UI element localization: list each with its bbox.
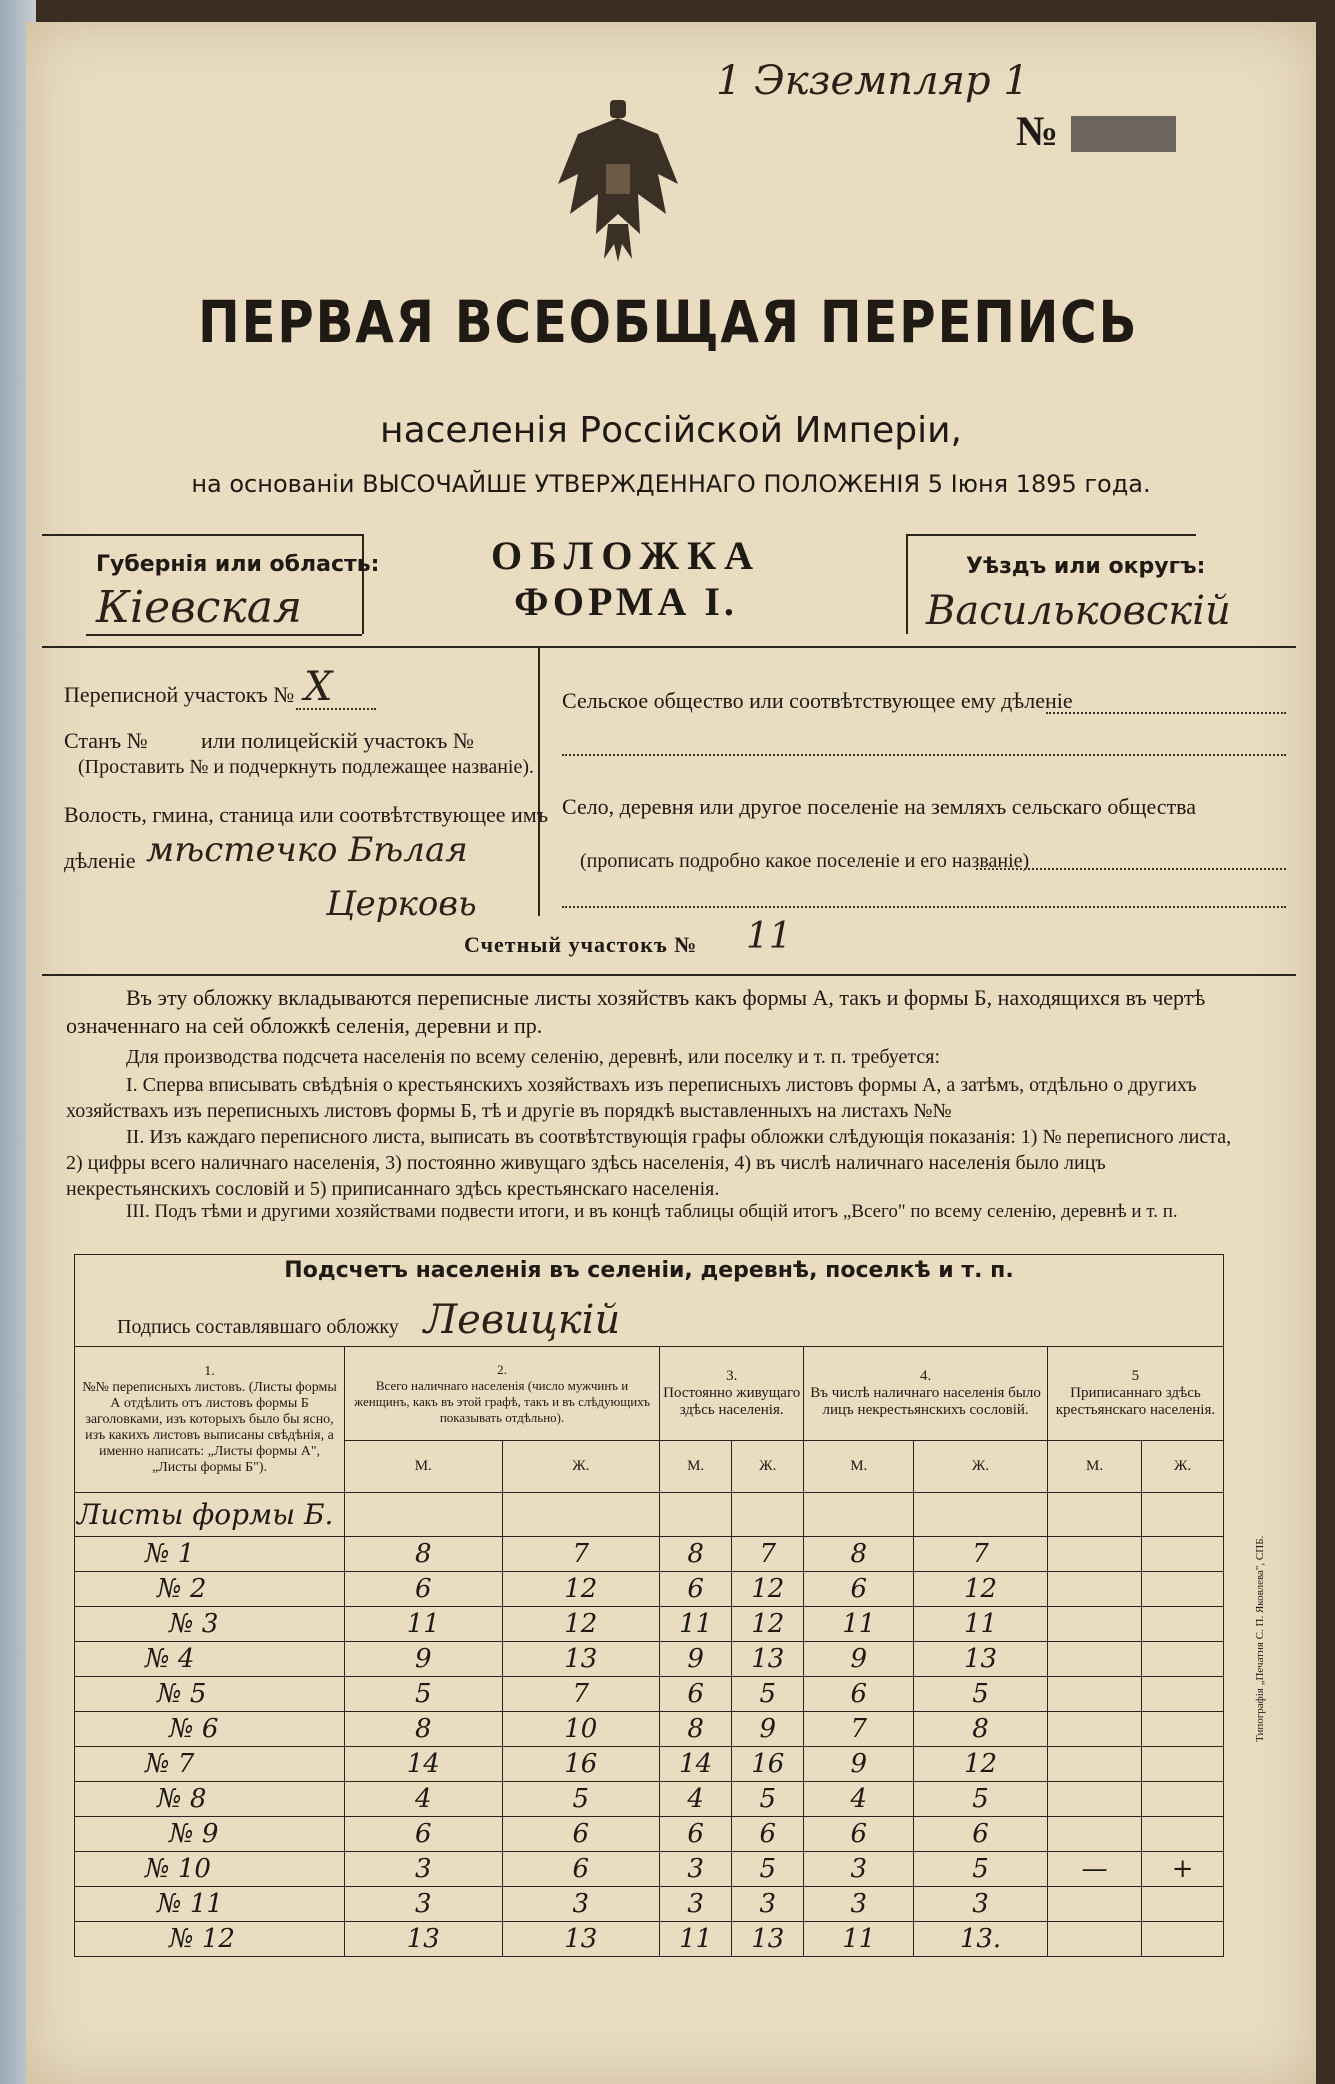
signature: Левицкій bbox=[423, 1297, 621, 1343]
count-cell: 9 bbox=[804, 1642, 914, 1677]
count-cell: 11 bbox=[660, 1607, 732, 1642]
count-cell: 12 bbox=[732, 1607, 804, 1642]
count-cell: 3 bbox=[345, 1887, 503, 1922]
count-cell: 13 bbox=[345, 1922, 503, 1957]
table-title: Подсчетъ населенія въ селеніи, деревнѣ, поселкѣ и т. п. bbox=[284, 1258, 1014, 1283]
sheet-number: № 4 bbox=[75, 1642, 345, 1677]
count-cell: 16 bbox=[502, 1747, 660, 1782]
count-cell: 6 bbox=[914, 1817, 1048, 1852]
col3-number: 3. bbox=[726, 1368, 738, 1384]
sheet-number: № 5 bbox=[75, 1677, 345, 1712]
count-cell: 6 bbox=[804, 1572, 914, 1607]
sheet-number: № 8 bbox=[75, 1782, 345, 1817]
count-cell: 11 bbox=[804, 1607, 914, 1642]
count-cell: 7 bbox=[804, 1712, 914, 1747]
count-cell: 3 bbox=[804, 1887, 914, 1922]
count-cell bbox=[1142, 1747, 1224, 1782]
count-cell bbox=[1047, 1712, 1141, 1747]
census-form-sheet bbox=[26, 22, 1316, 2084]
table-row bbox=[75, 1922, 1224, 1957]
count-cell: 6 bbox=[660, 1817, 732, 1852]
count-cell: 3 bbox=[502, 1887, 660, 1922]
division-label: дѣленіе bbox=[64, 848, 136, 873]
division-value-1: мѣстечко Бѣлая bbox=[146, 830, 468, 870]
count-cell: 4 bbox=[804, 1782, 914, 1817]
count-cell: 6 bbox=[660, 1572, 732, 1607]
count-cell: 9 bbox=[660, 1642, 732, 1677]
count-cell: 13. bbox=[914, 1922, 1048, 1957]
instruction-5: III. Подъ тѣми и другими хозяйствами подвести итоги, и въ концѣ таблицы общій итогъ „Всего" по всему селенію, деревнѣ и т. п. bbox=[126, 1201, 1178, 1222]
count-cell: 3 bbox=[914, 1887, 1048, 1922]
count-cell: 4 bbox=[345, 1782, 503, 1817]
count-cell: 3 bbox=[345, 1852, 503, 1887]
count-cell: 8 bbox=[804, 1537, 914, 1572]
count-cell: 9 bbox=[732, 1712, 804, 1747]
count-cell bbox=[1142, 1922, 1224, 1957]
table-row bbox=[75, 1572, 1224, 1607]
count-cell bbox=[1142, 1642, 1224, 1677]
table-row bbox=[75, 1817, 1224, 1852]
count-cell bbox=[1142, 1607, 1224, 1642]
count-cell: 6 bbox=[660, 1677, 732, 1712]
table-row bbox=[75, 1887, 1224, 1922]
count-cell bbox=[1142, 1782, 1224, 1817]
stan-note: (Проставить № и подчеркнуть подлежащее названіе). bbox=[78, 756, 534, 778]
count-cell: 6 bbox=[502, 1852, 660, 1887]
count-cell: — bbox=[1047, 1852, 1141, 1887]
col3-m: М. bbox=[660, 1441, 732, 1493]
sheet-number: № 9 bbox=[75, 1817, 345, 1852]
col1-number: 1. bbox=[204, 1363, 215, 1379]
col2-number: 2. bbox=[497, 1361, 507, 1377]
count-cell: 14 bbox=[345, 1747, 503, 1782]
count-cell: 3 bbox=[660, 1887, 732, 1922]
count-cell: 7 bbox=[502, 1537, 660, 1572]
sheet-number: № 10 bbox=[75, 1852, 345, 1887]
col5-number: 5 bbox=[1131, 1368, 1140, 1384]
table-row bbox=[75, 1712, 1224, 1747]
volost-label: Волость, гмина, станица или соотвѣтствующее имъ bbox=[64, 802, 549, 827]
count-cell: 3 bbox=[732, 1887, 804, 1922]
count-cell: 8 bbox=[660, 1537, 732, 1572]
division-value-2: Церковь bbox=[326, 884, 477, 924]
counting-area-value: 11 bbox=[746, 916, 792, 957]
district-label: Уѣздъ или округъ: bbox=[966, 554, 1206, 579]
census-area-label: Переписной участокъ № bbox=[64, 682, 295, 707]
count-cell: 12 bbox=[914, 1572, 1048, 1607]
cover-title: ОБЛОЖКА bbox=[491, 533, 761, 578]
count-cell: 5 bbox=[345, 1677, 503, 1712]
count-cell bbox=[1142, 1537, 1224, 1572]
sheet-number: № 7 bbox=[75, 1747, 345, 1782]
col4-zh: Ж. bbox=[914, 1441, 1048, 1493]
count-cell: 13 bbox=[914, 1642, 1048, 1677]
instruction-2: Для производства подсчета населенія по всему селенію, деревнѣ, или поселку и т. п. требуется: bbox=[126, 1046, 941, 1068]
count-cell: 8 bbox=[345, 1712, 503, 1747]
province-label: Губернія или область: bbox=[96, 552, 380, 577]
count-cell: 6 bbox=[804, 1677, 914, 1712]
form-title: ФОРМА I. bbox=[514, 579, 738, 624]
basis-line: на основаніи ВЫСОЧАЙШЕ УТВЕРЖДЕННАГО ПОЛОЖЕНІЯ 5 Іюня 1895 года. bbox=[191, 470, 1151, 498]
count-cell: 7 bbox=[502, 1677, 660, 1712]
count-cell: + bbox=[1142, 1852, 1224, 1887]
count-cell: 11 bbox=[345, 1607, 503, 1642]
count-cell: 11 bbox=[914, 1607, 1048, 1642]
count-cell bbox=[1047, 1537, 1141, 1572]
instruction-3: I. Сперва вписывать свѣдѣнія о крестьянскихъ хозяйствахъ изъ переписныхъ листовъ формы А, а затѣмъ, отдѣльно о другихъ хозяйствахъ изъ переписныхъ листовъ формы Б, тѣ и другіе въ порядкѣ выставленныхъ на листахъ №№ bbox=[66, 1074, 1197, 1122]
count-cell: 9 bbox=[345, 1642, 503, 1677]
col2-m: М. bbox=[345, 1441, 503, 1493]
count-cell: 5 bbox=[914, 1852, 1048, 1887]
count-cell: 12 bbox=[914, 1747, 1048, 1782]
sheet-number: № 11 bbox=[75, 1887, 345, 1922]
col5-m: М. bbox=[1047, 1441, 1141, 1493]
table-row bbox=[75, 1852, 1224, 1887]
count-cell: 6 bbox=[732, 1817, 804, 1852]
table-row bbox=[75, 1782, 1224, 1817]
census-area-value: X bbox=[304, 664, 333, 710]
count-cell: 5 bbox=[502, 1782, 660, 1817]
table-row bbox=[75, 1642, 1224, 1677]
count-cell: 6 bbox=[502, 1817, 660, 1852]
count-cell: 13 bbox=[502, 1642, 660, 1677]
count-cell: 5 bbox=[732, 1677, 804, 1712]
table-row bbox=[75, 1747, 1224, 1782]
count-cell bbox=[1047, 1747, 1141, 1782]
count-cell bbox=[1047, 1572, 1141, 1607]
province-value: Кіевская bbox=[96, 582, 303, 633]
count-cell: 13 bbox=[732, 1922, 804, 1957]
col4-number: 4. bbox=[919, 1368, 932, 1384]
count-cell: 12 bbox=[502, 1572, 660, 1607]
col5-header: Приписаннаго здѣсь крестьянскаго населенія. bbox=[1055, 1385, 1216, 1418]
subtitle: населенія Россійской Имперіи, bbox=[380, 410, 962, 451]
sheet-number: № 1 bbox=[75, 1537, 345, 1572]
count-cell: 12 bbox=[502, 1607, 660, 1642]
count-cell: 6 bbox=[345, 1572, 503, 1607]
population-count-table bbox=[74, 1254, 1224, 1957]
sheet-number: № 2 bbox=[75, 1572, 345, 1607]
count-cell: 6 bbox=[804, 1817, 914, 1852]
sheet-number: № 6 bbox=[75, 1712, 345, 1747]
count-cell bbox=[1047, 1642, 1141, 1677]
col2-zh: Ж. bbox=[502, 1441, 660, 1493]
col5-zh: Ж. bbox=[1142, 1441, 1224, 1493]
count-cell: 13 bbox=[502, 1922, 660, 1957]
count-cell bbox=[1047, 1782, 1141, 1817]
col1-header: №№ переписныхъ листовъ. (Листы формы А отдѣлить отъ листовъ формы Б заголовками, изъ которыхъ было бы ясно, изъ какихъ листовъ выписаны свѣдѣнія, а именно написать: „Листы формы А", „Листы формы Б"). bbox=[82, 1379, 337, 1475]
count-cell: 14 bbox=[660, 1747, 732, 1782]
count-cell bbox=[1142, 1817, 1224, 1852]
sheet-number: № 3 bbox=[75, 1607, 345, 1642]
signature-label: Подпись составлявшаго обложку bbox=[117, 1316, 399, 1338]
count-cell: 13 bbox=[732, 1642, 804, 1677]
count-cell bbox=[1142, 1712, 1224, 1747]
count-cell: 8 bbox=[345, 1537, 503, 1572]
count-cell: 5 bbox=[732, 1782, 804, 1817]
table-row bbox=[75, 1677, 1224, 1712]
count-cell: 5 bbox=[914, 1677, 1048, 1712]
count-cell bbox=[1047, 1887, 1141, 1922]
count-cell: 16 bbox=[732, 1747, 804, 1782]
number-label: № bbox=[1016, 109, 1059, 155]
count-cell bbox=[1142, 1677, 1224, 1712]
redacted-number bbox=[1071, 116, 1176, 152]
count-cell: 10 bbox=[502, 1712, 660, 1747]
instruction-1: Въ эту обложку вкладываются переписные листы хозяйствъ какъ формы А, такъ и формы Б, находящихся въ чертѣ означеннаго на сей обложкѣ селенія, деревни и пр. bbox=[66, 985, 1206, 1038]
count-cell: 6 bbox=[345, 1817, 503, 1852]
count-cell: 7 bbox=[914, 1537, 1048, 1572]
count-cell: 5 bbox=[914, 1782, 1048, 1817]
imperial-eagle-emblem bbox=[548, 94, 688, 264]
count-cell bbox=[1047, 1922, 1141, 1957]
count-cell: 11 bbox=[660, 1922, 732, 1957]
count-cell: 3 bbox=[804, 1852, 914, 1887]
stan-label: Станъ № bbox=[64, 728, 148, 753]
col4-m: М. bbox=[804, 1441, 914, 1493]
count-cell: 4 bbox=[660, 1782, 732, 1817]
count-cell: 11 bbox=[804, 1922, 914, 1957]
count-cell: 8 bbox=[660, 1712, 732, 1747]
main-title: ПЕРВАЯ ВСЕОБЩАЯ ПЕРЕПИСЬ bbox=[198, 288, 1139, 356]
table-row bbox=[75, 1537, 1224, 1572]
count-cell: 3 bbox=[660, 1852, 732, 1887]
count-cell: 9 bbox=[804, 1747, 914, 1782]
table-row bbox=[75, 1607, 1224, 1642]
village-note: (прописать подробно какое поселеніе и его названіе) bbox=[580, 850, 1030, 872]
section-label: Листы формы Б. bbox=[75, 1493, 345, 1537]
count-cell bbox=[1047, 1817, 1141, 1852]
col3-zh: Ж. bbox=[732, 1441, 804, 1493]
handwritten-copy-note: 1 Экземпляр 1 bbox=[716, 58, 1029, 104]
sheet-number: № 12 bbox=[75, 1922, 345, 1957]
count-cell bbox=[1142, 1887, 1224, 1922]
count-cell bbox=[1047, 1607, 1141, 1642]
printer-imprint: Типографія „Печатня С. П. Яковлева", СПБ. bbox=[1254, 1535, 1266, 1742]
counting-area-label: Счетный участокъ № bbox=[464, 932, 698, 957]
count-cell bbox=[1142, 1572, 1224, 1607]
count-cell: 7 bbox=[732, 1537, 804, 1572]
rural-society-label: Сельское общество или соотвѣтствующее ему дѣленіе bbox=[562, 688, 1073, 713]
count-cell: 5 bbox=[732, 1852, 804, 1887]
col3-header: Постоянно живущаго здѣсь населенія. bbox=[663, 1385, 801, 1418]
district-value: Васильковскій bbox=[926, 588, 1231, 634]
village-label: Село, деревня или другое поселеніе на земляхъ сельскаго общества bbox=[562, 794, 1197, 819]
count-cell bbox=[1047, 1677, 1141, 1712]
stan-police-label: или полицейскій участокъ № bbox=[201, 728, 474, 753]
count-cell: 12 bbox=[732, 1572, 804, 1607]
instruction-4: II. Изъ каждаго переписного листа, выписать въ соотвѣтствующія графы обложки слѣдующія показанія: 1) № переписного листа, 2) цифры всего наличнаго населенія, 3) постоянно живущаго здѣсь населенія, 4) въ числѣ наличнаго населенія было лицъ некрестьянскихъ сословій и 5) приписаннаго здѣсь крестьянскаго населенія. bbox=[66, 1126, 1232, 1200]
col4-header: Въ числѣ наличнаго населенія было лицъ некрестьянскихъ сословій. bbox=[810, 1385, 1041, 1418]
count-cell: 8 bbox=[914, 1712, 1048, 1747]
col2-header: Всего наличнаго населенія (число мужчинъ и женщинъ, какъ въ этой графѣ, такъ и въ слѣдующихъ показывать отдѣльно). bbox=[354, 1377, 650, 1425]
